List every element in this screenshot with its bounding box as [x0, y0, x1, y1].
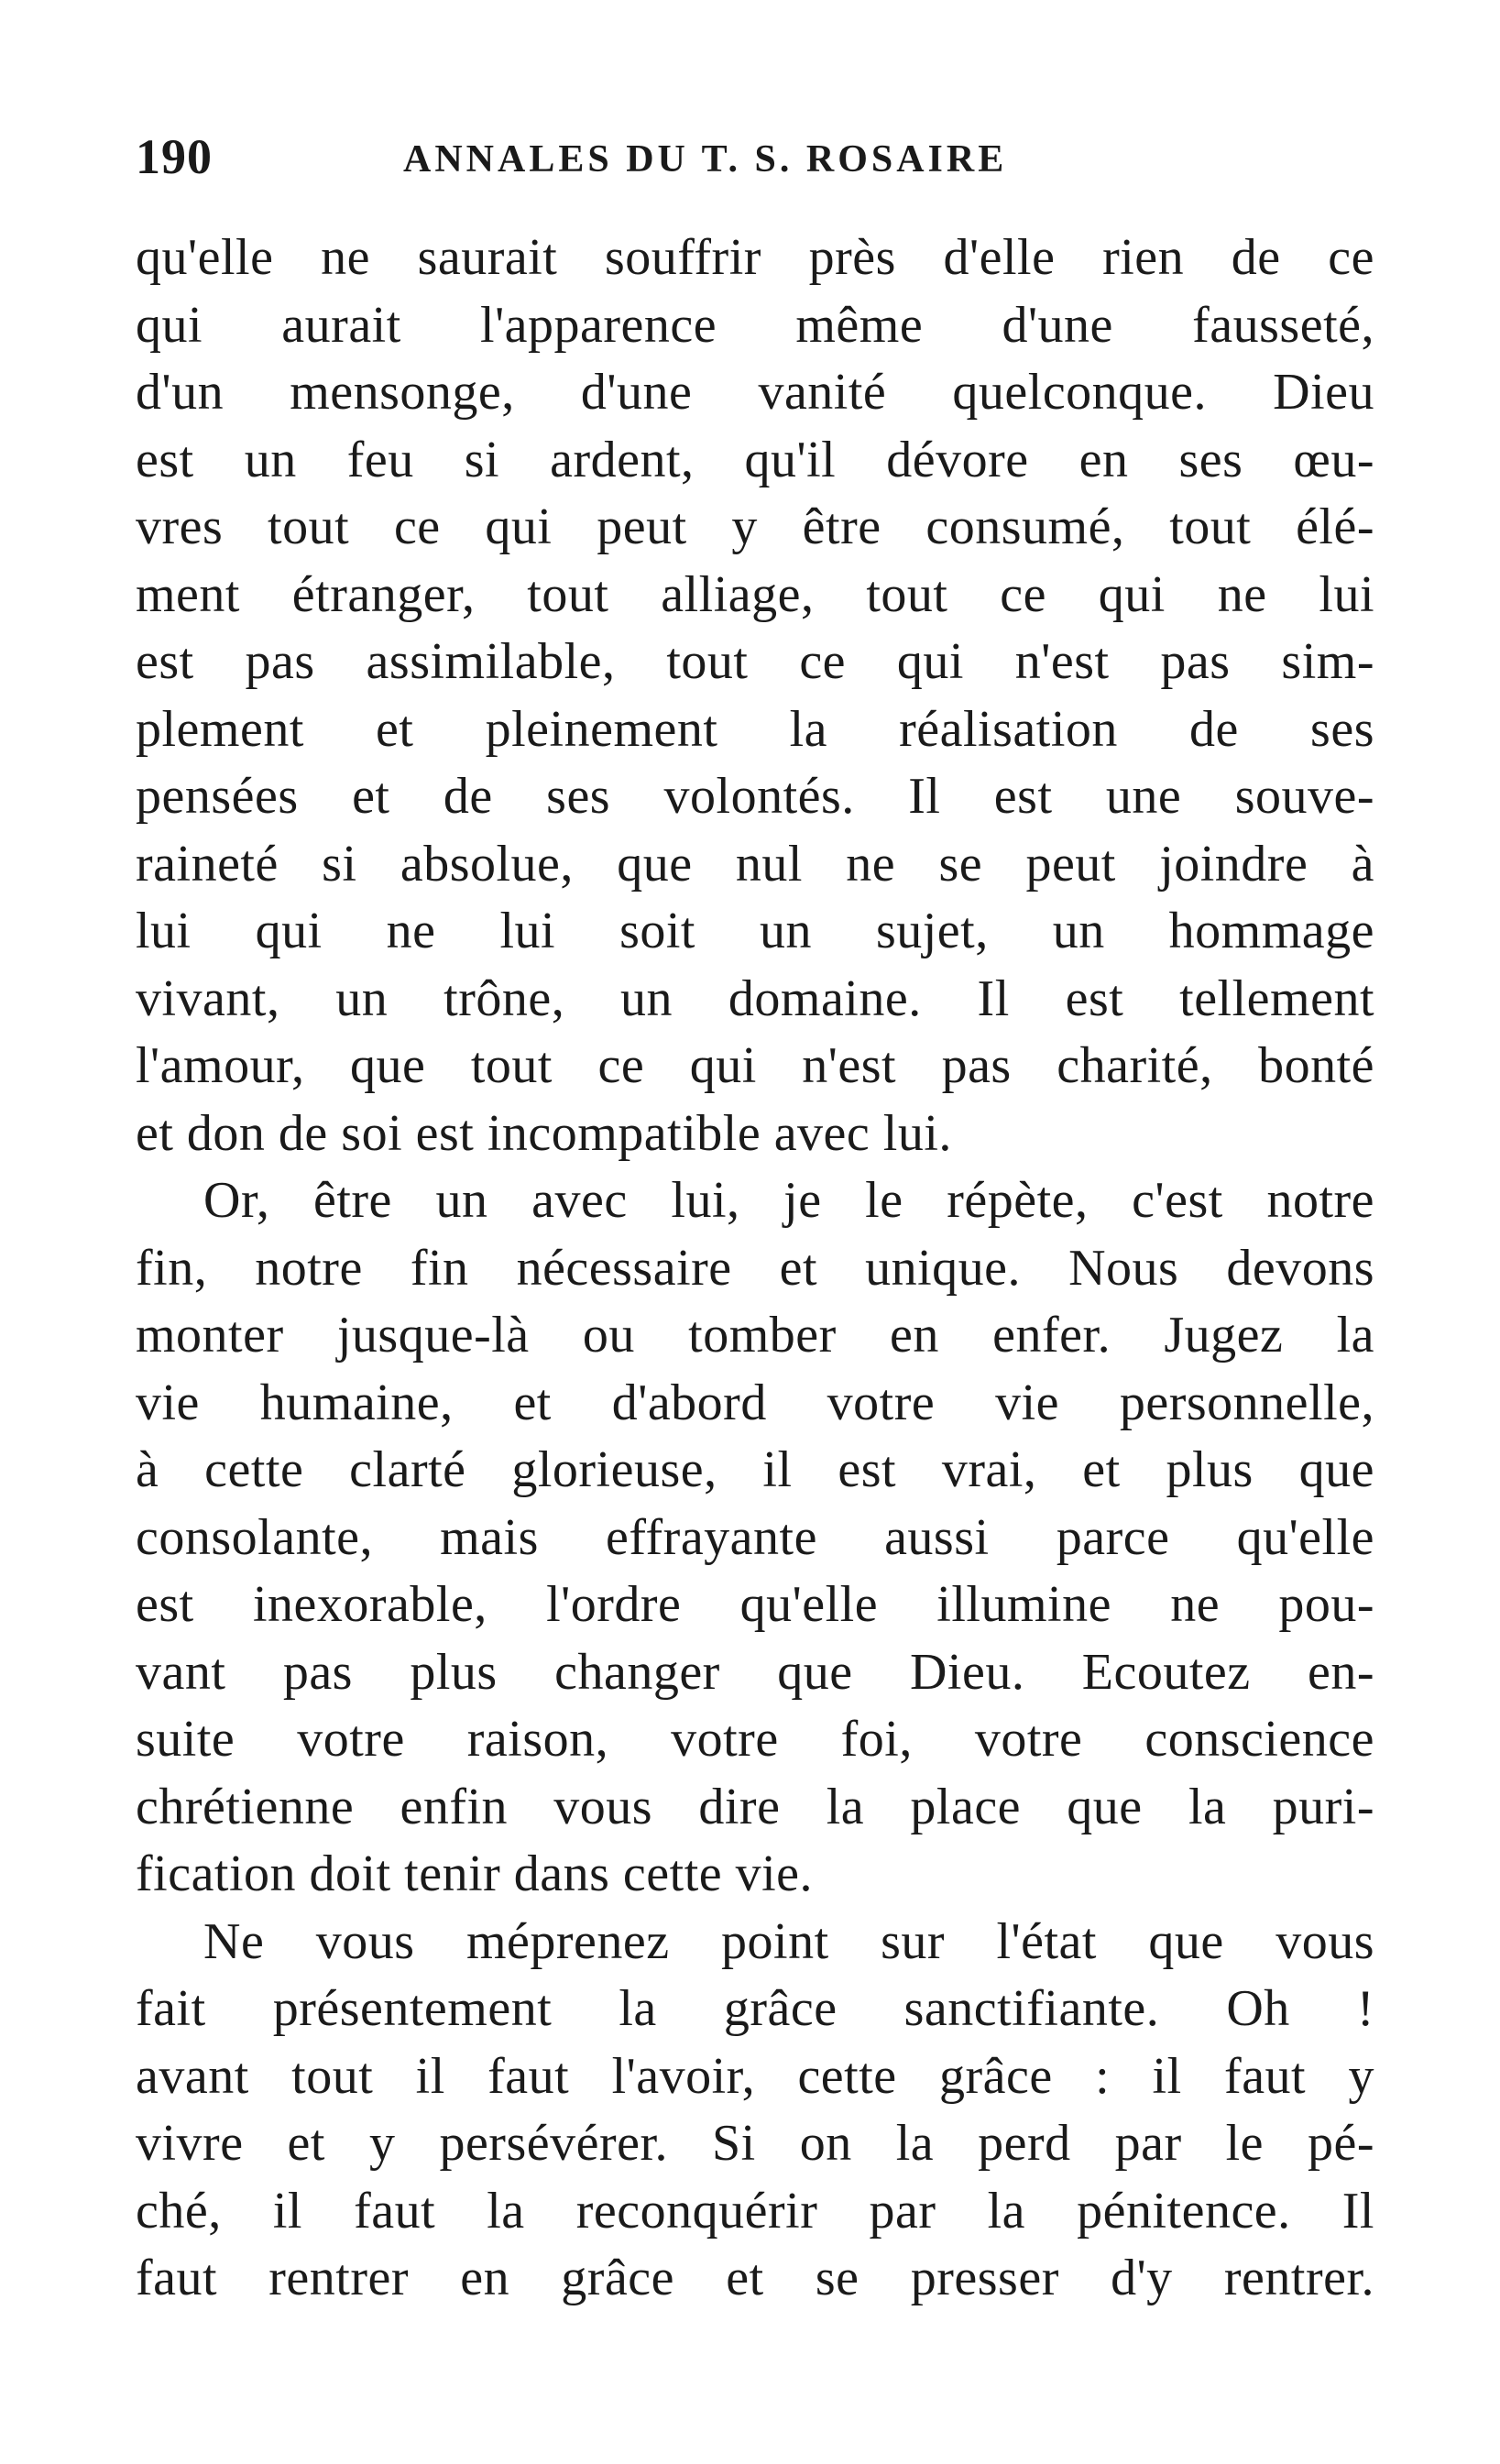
page-header: [136, 128, 1373, 192]
text-line: à cette clarté glorieuse, il est vrai, et plus que: [136, 1441, 1374, 1498]
running-title: ANNALES DU T. S. ROSAIRE: [403, 138, 1008, 181]
text-line: est un feu si ardent, qu'il dévore en ses œu-: [136, 431, 1374, 488]
text-line: fin, notre fin nécessaire et unique. Nous devons: [136, 1239, 1374, 1297]
text-line: ment étranger, tout alliage, tout ce qui ne lui: [136, 565, 1374, 623]
text-line: chrétienne enfin vous dire la place que la puri-: [136, 1778, 1374, 1835]
text-line: suite votre raison, votre foi, votre conscience: [136, 1711, 1374, 1768]
text-line: est pas assimilable, tout ce qui n'est pas sim-: [136, 633, 1374, 690]
text-line: et don de soi est incompatible avec lui.: [136, 1104, 952, 1162]
text-line: faut rentrer en grâce et se presser d'y rentrer.: [136, 2250, 1374, 2306]
text-line: d'un mensonge, d'une vanité quelconque. Dieu: [136, 364, 1374, 421]
text-line: plement et pleinement la réalisation de ses: [136, 700, 1374, 758]
text-line: fait présentement la grâce sanctifiante. Oh !: [136, 1980, 1374, 2037]
text-line: l'amour, que tout ce qui n'est pas charité, bonté: [136, 1037, 1374, 1094]
text-line: consolante, mais effrayante aussi parce qu'elle: [136, 1508, 1374, 1566]
text-line: vres tout ce qui peut y être consumé, tout élé-: [136, 498, 1374, 555]
text-line: qu'elle ne saurait souffrir près d'elle rien de ce: [136, 229, 1374, 286]
text-line: vivre et y persévérer. Si on la perd par le pé-: [136, 2115, 1374, 2172]
text-line: Ne vous méprenez point sur l'état que vous: [203, 1912, 1374, 1970]
text-line: qui aurait l'apparence même d'une fausseté,: [136, 296, 1374, 354]
text-line: avant tout il faut l'avoir, cette grâce : il faut y: [136, 2047, 1374, 2105]
text-line: fication doit tenir dans cette vie.: [136, 1845, 814, 1902]
text-line: ché, il faut la reconquérir par la pénitence. Il: [136, 2182, 1374, 2240]
page-number: 190: [136, 129, 213, 184]
text-line: vant pas plus changer que Dieu. Ecoutez en-: [136, 1643, 1374, 1701]
text-line: monter jusque-là ou tomber en enfer. Jugez la: [136, 1307, 1374, 1363]
body-text: [136, 224, 1374, 2313]
text-line: raineté si absolue, que nul ne se peut joindre à: [136, 835, 1374, 893]
text-line: vivant, un trône, un domaine. Il est tellement: [136, 969, 1374, 1027]
text-line: Or, être un avec lui, je le répète, c'est notre: [203, 1172, 1374, 1229]
text-line: vie humaine, et d'abord votre vie personnelle,: [136, 1374, 1374, 1431]
text-line: lui qui ne lui soit un sujet, un hommage: [136, 903, 1374, 959]
text-line: pensées et de ses volontés. Il est une souve-: [136, 768, 1374, 825]
text-line: est inexorable, l'ordre qu'elle illumine ne pou-: [136, 1576, 1374, 1633]
